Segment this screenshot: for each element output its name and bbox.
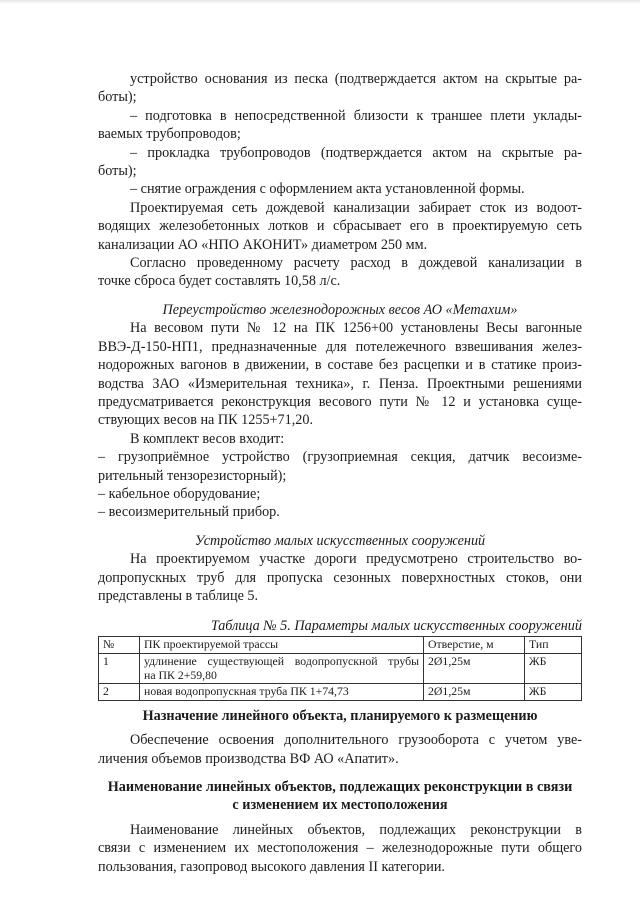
cell-type: ЖБ bbox=[525, 653, 582, 683]
list-item-removal: – снятие ограждения с оформлением акта установленной формы. bbox=[130, 181, 525, 198]
list-item-preparation: – подготовка в непосредственной близости к траншее плети уклады- ваемых трубопроводов; bbox=[98, 107, 582, 143]
cell-opening: 2Ø1,25м bbox=[424, 684, 525, 701]
section-heading-purpose: Назначение линейного объекта, планируемого к размещению bbox=[142, 707, 538, 724]
page-top-edge bbox=[0, 0, 640, 4]
list-item-laying: – прокладка трубопроводов (подтверждается актом на скрытые ра- боты); bbox=[98, 144, 582, 180]
para-flow-calc: Согласно проведенному расчету расход в дождевой канализации в точке сброса будет составлять 10,58 л/с. bbox=[98, 255, 582, 290]
para-storm-sewer: Проектируемая сеть дождевой канализации забирает сток из водоот- водящих железобетонных лотков и сбрасывает его в проектируемую сеть канализации АО «НПО АКОНИТ» диаметром 250 мм. bbox=[98, 199, 582, 253]
cell-opening: 2Ø1,25м bbox=[424, 653, 525, 683]
cell-route: новая водопропускная труба ПК 1+74,73 bbox=[140, 684, 424, 701]
cell-type: ЖБ bbox=[525, 684, 582, 701]
header-type: Тип bbox=[525, 637, 582, 654]
para-culverts: На проектируемом участке дороги предусмотрено строительство во- допропускных труб для пропуска сезонных поверхностных стоков, они представлены в таблице 5. bbox=[98, 551, 582, 604]
section-heading-scales: Переустройство железнодорожных весов АО «Метахим» bbox=[162, 301, 518, 318]
table-header-row bbox=[99, 637, 582, 654]
header-route: ПК проектируемой трассы bbox=[140, 637, 424, 654]
section-heading-reconstruction: Наименование линейных объектов, подлежащих реконструкции в связи с изменением их местоположения bbox=[107, 778, 573, 814]
table-row bbox=[99, 684, 582, 701]
section-heading-structures: Устройство малых искусственных сооружений bbox=[194, 532, 486, 549]
cell-route: удлинение существующей водопропускной трубы на ПК 2+59,80 bbox=[140, 653, 424, 683]
list-item-instrument: – весоизмерительный прибор. bbox=[98, 504, 280, 521]
para-list-continuation: устройство основания из песка (подтверждается актом на скрытые ра- боты); bbox=[98, 71, 582, 106]
para-reconstruction: Наименование линейных объектов, подлежащих реконструкции в связи с изменением их местоположения – железнодорожные пути общего пользования, газопровод высокого давления II категории. bbox=[98, 821, 582, 875]
list-item-load-device: – грузоприёмное устройство (грузоприемная секция, датчик весоизме- рительный тензорезисторный); bbox=[98, 449, 582, 484]
header-opening: Отверстие, м bbox=[424, 637, 525, 654]
header-number: № bbox=[99, 637, 140, 654]
cell-number: 2 bbox=[99, 684, 140, 701]
table-row bbox=[99, 653, 582, 683]
culverts-table bbox=[98, 636, 582, 700]
para-purpose: Обеспечение освоения дополнительного грузооборота с учетом уве- личения объемов производства ВФ АО «Апатит». bbox=[98, 732, 582, 767]
cell-number: 1 bbox=[99, 653, 140, 683]
para-scales-kit: В комплект весов входит: bbox=[130, 430, 285, 447]
para-scales: На весовом пути № 12 на ПК 1256+00 установлены Весы вагонные ВВЭ-Д-150-НП1, предназначенные для потележечного взвешивания желез- нодорожных вагонов в движении, в составе без расцепки и в статике произ- водства ЗАО «Измерительная техника», г. Пенза. Проектными решениями предусматривается реконструкция весового пути № 12 и установка суще- ствующих весов на ПК 1255+71,20. bbox=[98, 320, 582, 429]
list-item-cable: – кабельное оборудование; bbox=[98, 485, 261, 502]
table-caption: Таблица № 5. Параметры малых искусственных сооружений bbox=[210, 618, 582, 635]
